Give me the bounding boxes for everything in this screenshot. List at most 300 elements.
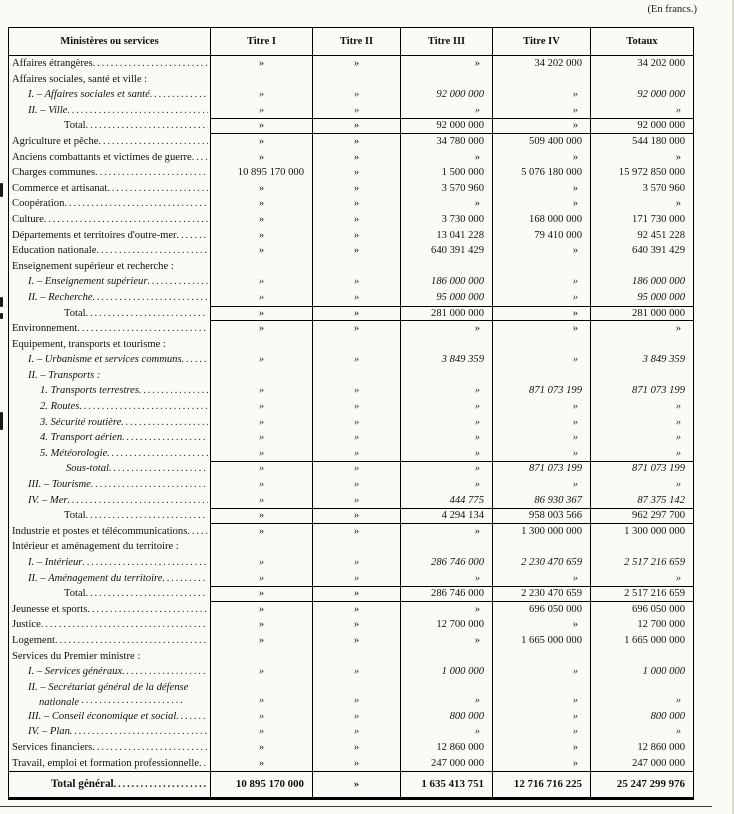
cell-titre-3 — [400, 259, 492, 275]
cell-titre-4 — [492, 337, 590, 353]
cell-titre-4: » — [492, 103, 590, 119]
cell-titre-2: » — [312, 306, 400, 322]
cell-titre-3: » — [400, 571, 492, 587]
table-row — [9, 72, 693, 88]
row-label-cell — [9, 181, 210, 197]
row-label-cell — [9, 352, 210, 368]
table-row — [9, 337, 693, 353]
table-row — [9, 477, 693, 493]
table-row — [9, 724, 693, 740]
table-row — [9, 709, 693, 725]
cell-totaux — [590, 368, 693, 384]
dotted-leader — [79, 399, 208, 414]
cell-titre-4: » — [492, 571, 590, 587]
cell-totaux: 1 000 000 — [590, 664, 693, 680]
cell-totaux — [590, 539, 693, 555]
cell-titre-3: 640 391 429 — [400, 243, 492, 259]
cell-titre-4: » — [492, 415, 590, 431]
cell-titre-1: » — [210, 709, 312, 725]
dotted-leader — [114, 772, 208, 797]
cell-titre-2: » — [312, 571, 400, 587]
table-row — [9, 740, 693, 756]
cell-titre-4 — [492, 72, 590, 88]
dotted-leader — [77, 321, 208, 336]
table-row — [9, 415, 693, 431]
cell-titre-3: 3 849 359 — [400, 352, 492, 368]
cell-totaux: 962 297 700 — [590, 508, 693, 524]
cell-titre-4: 12 716 716 225 — [492, 772, 590, 797]
cell-titre-2: » — [312, 446, 400, 462]
cell-titre-2 — [312, 539, 400, 555]
table-row — [9, 586, 693, 602]
cell-titre-1: » — [210, 555, 312, 571]
dotted-leader — [79, 694, 183, 705]
table-row — [9, 771, 693, 797]
table-row — [9, 649, 693, 665]
row-label: Total — [64, 120, 86, 132]
cell-titre-4: » — [492, 617, 590, 633]
cell-titre-3: 286 746 000 — [400, 555, 492, 571]
cell-titre-2: » — [312, 508, 400, 524]
row-label: Affaires sociales, santé et ville : — [12, 73, 148, 85]
dotted-leader — [41, 617, 208, 632]
row-label-cell — [9, 740, 210, 756]
cell-titre-2: » — [312, 724, 400, 740]
row-label: I. – Enseignement supérieur — [28, 276, 148, 288]
cell-titre-4: 34 202 000 — [492, 56, 590, 72]
cell-titre-3: 1 000 000 — [400, 664, 492, 680]
scan-artifact — [0, 412, 3, 430]
dotted-leader — [55, 633, 208, 648]
cell-titre-4: » — [492, 446, 590, 462]
row-label-cell — [9, 274, 210, 290]
table-row — [9, 602, 693, 618]
table-row — [9, 243, 693, 259]
dotted-leader — [44, 212, 208, 227]
cell-totaux: 92 000 000 — [590, 118, 693, 134]
cell-titre-3: » — [400, 415, 492, 431]
cell-totaux: 247 000 000 — [590, 756, 693, 772]
scan-artifact — [0, 297, 3, 307]
cell-titre-4: » — [492, 430, 590, 446]
cell-totaux: 92 451 228 — [590, 228, 693, 244]
cell-titre-3: » — [400, 150, 492, 166]
dotted-leader — [68, 103, 208, 118]
row-label-cell — [9, 555, 210, 571]
table-row — [9, 165, 693, 181]
cell-titre-3: » — [400, 430, 492, 446]
row-label-cell — [9, 103, 210, 119]
row-label: Services du Premier ministre : — [12, 650, 141, 662]
row-label: II. – Ville — [28, 104, 68, 116]
cell-titre-4: 509 400 000 — [492, 134, 590, 150]
cell-totaux: 171 730 000 — [590, 212, 693, 228]
dotted-leader — [107, 446, 208, 461]
cell-titre-3: » — [400, 461, 492, 477]
table-row — [9, 290, 693, 306]
cell-titre-1: » — [210, 415, 312, 431]
row-label-cell — [9, 259, 210, 275]
cell-totaux: 871 073 199 — [590, 461, 693, 477]
row-label: Total — [64, 307, 86, 319]
cell-titre-3: 286 746 000 — [400, 586, 492, 602]
cell-titre-3: 800 000 — [400, 709, 492, 725]
cell-titre-2: » — [312, 586, 400, 602]
cell-titre-4: » — [492, 399, 590, 415]
cell-titre-3 — [400, 649, 492, 665]
table-row — [9, 756, 693, 772]
table-row — [9, 181, 693, 197]
cell-titre-3: » — [400, 446, 492, 462]
cell-titre-1: » — [210, 664, 312, 680]
cell-titre-3 — [400, 72, 492, 88]
cell-titre-4 — [492, 368, 590, 384]
cell-titre-2: » — [312, 415, 400, 431]
cell-totaux: 544 180 000 — [590, 134, 693, 150]
row-label: Industrie et postes et télécommunications — [12, 525, 188, 537]
cell-titre-2 — [312, 337, 400, 353]
cell-titre-4: 871 073 199 — [492, 461, 590, 477]
cell-titre-4: 168 000 000 — [492, 212, 590, 228]
dotted-leader — [176, 709, 208, 724]
cell-titre-1: » — [210, 461, 312, 477]
row-label-cell — [9, 602, 210, 618]
cell-titre-3: » — [400, 103, 492, 119]
table-row — [9, 118, 693, 134]
cell-titre-2: » — [312, 103, 400, 119]
cell-totaux: » — [590, 103, 693, 119]
cell-titre-1: » — [210, 212, 312, 228]
table-row — [9, 150, 693, 166]
cell-totaux: » — [590, 477, 693, 493]
table-row — [9, 664, 693, 680]
cell-titre-4: » — [492, 352, 590, 368]
row-label-cell — [9, 321, 210, 337]
table-row — [9, 555, 693, 571]
row-label: Sous-total — [66, 463, 109, 475]
row-label-cell — [9, 649, 210, 665]
row-label-cell — [9, 368, 210, 384]
cell-titre-3: » — [400, 321, 492, 337]
cell-titre-4: » — [492, 724, 590, 740]
page-bottom-rule — [0, 806, 712, 807]
table-body — [9, 56, 693, 797]
cell-titre-2: » — [312, 524, 400, 540]
cell-totaux: » — [590, 196, 693, 212]
table-row — [9, 196, 693, 212]
cell-totaux — [590, 259, 693, 275]
row-label-cell — [9, 539, 210, 555]
cell-titre-1: » — [210, 586, 312, 602]
row-label: Départements et territoires d'outre-mer — [12, 229, 177, 241]
row-label-cell — [9, 477, 210, 493]
row-label: 1. Transports terrestres — [40, 385, 139, 397]
cell-titre-3: 4 294 134 — [400, 508, 492, 524]
dotted-leader — [87, 602, 208, 617]
table-row — [9, 461, 693, 477]
cell-titre-2: » — [312, 196, 400, 212]
cell-titre-1 — [210, 72, 312, 88]
row-label: Agriculture et pêche — [12, 135, 99, 147]
cell-totaux — [590, 72, 693, 88]
row-label: Charges communes — [12, 167, 96, 179]
row-label-cell — [9, 493, 210, 509]
cell-totaux: 15 972 850 000 — [590, 165, 693, 181]
cell-titre-1: » — [210, 724, 312, 740]
dotted-leader — [92, 740, 208, 755]
cell-titre-2: » — [312, 756, 400, 772]
cell-titre-2: » — [312, 680, 400, 709]
row-label-cell — [9, 150, 210, 166]
cell-titre-1: 10 895 170 000 — [210, 772, 312, 797]
cell-titre-1 — [210, 649, 312, 665]
cell-titre-3: 281 000 000 — [400, 306, 492, 322]
cell-totaux: 696 050 000 — [590, 602, 693, 618]
cell-titre-3: 92 000 000 — [400, 87, 492, 103]
cell-titre-4: » — [492, 306, 590, 322]
dotted-leader — [150, 87, 208, 102]
row-label: Services financiers — [12, 741, 93, 753]
cell-totaux — [590, 337, 693, 353]
cell-titre-1: » — [210, 399, 312, 415]
cell-titre-2: » — [312, 212, 400, 228]
row-label: I. – Services généraux — [28, 666, 123, 678]
dotted-leader — [98, 134, 208, 149]
row-label: Education nationale — [12, 245, 97, 257]
dotted-leader — [192, 150, 208, 165]
dotted-leader — [177, 228, 208, 243]
row-label: Total — [64, 588, 86, 600]
cell-titre-4: 1 300 000 000 — [492, 524, 590, 540]
cell-titre-1: » — [210, 196, 312, 212]
cell-titre-3: » — [400, 196, 492, 212]
cell-totaux: » — [590, 415, 693, 431]
cell-titre-1: » — [210, 150, 312, 166]
cell-titre-4: » — [492, 118, 590, 134]
cell-titre-2: » — [312, 352, 400, 368]
cell-titre-2: » — [312, 56, 400, 72]
cell-titre-2 — [312, 259, 400, 275]
row-label-cell — [9, 446, 210, 462]
cell-titre-4: » — [492, 290, 590, 306]
cell-titre-1 — [210, 368, 312, 384]
row-label-cell — [9, 165, 210, 181]
cell-titre-1 — [210, 539, 312, 555]
row-label: III. – Tourisme — [28, 479, 91, 491]
row-label-cell — [9, 772, 210, 797]
cell-titre-2 — [312, 72, 400, 88]
cell-totaux: 1 300 000 000 — [590, 524, 693, 540]
cell-totaux: 640 391 429 — [590, 243, 693, 259]
cell-titre-1: » — [210, 290, 312, 306]
cell-titre-1: » — [210, 352, 312, 368]
cell-titre-1 — [210, 259, 312, 275]
table-row — [9, 680, 693, 709]
table-row — [9, 259, 693, 275]
scan-artifact — [0, 313, 3, 319]
row-label: 4. Transport aérien — [40, 432, 123, 444]
cell-titre-1: » — [210, 680, 312, 709]
row-label-cell — [9, 306, 210, 322]
table-row — [9, 103, 693, 119]
row-label-cell — [9, 243, 210, 259]
cell-totaux: » — [590, 399, 693, 415]
cell-totaux: 871 073 199 — [590, 383, 693, 399]
cell-titre-3: 12 860 000 — [400, 740, 492, 756]
cell-titre-1: » — [210, 243, 312, 259]
row-label-cell — [9, 415, 210, 431]
row-label: 3. Sécurité routière — [40, 416, 122, 428]
cell-titre-4: » — [492, 181, 590, 197]
row-label-cell — [9, 586, 210, 602]
cell-totaux: 1 665 000 000 — [590, 633, 693, 649]
cell-titre-3: 92 000 000 — [400, 118, 492, 134]
cell-titre-4: » — [492, 477, 590, 493]
row-label: I. – Affaires sociales et santé — [28, 89, 150, 101]
row-label: Commerce et artisanat — [12, 182, 108, 194]
cell-titre-3: 247 000 000 — [400, 756, 492, 772]
cell-titre-2: » — [312, 243, 400, 259]
header-ministeres-ou-services: Ministères ou services — [60, 36, 159, 47]
cell-titre-2: » — [312, 740, 400, 756]
dotted-leader — [121, 415, 208, 430]
cell-titre-3: » — [400, 477, 492, 493]
table-row — [9, 274, 693, 290]
row-label-cell — [9, 508, 210, 524]
header-titre-1: Titre I — [210, 28, 312, 55]
cell-titre-1: » — [210, 181, 312, 197]
dotted-leader — [182, 352, 208, 367]
dotted-leader — [96, 243, 208, 258]
cell-titre-2: » — [312, 430, 400, 446]
cell-titre-4: » — [492, 709, 590, 725]
dotted-leader — [93, 290, 208, 305]
dotted-leader — [64, 196, 208, 211]
row-label: Equipement, transports et tourisme : — [12, 338, 166, 350]
table-row — [9, 321, 693, 337]
row-label: I. – Urbanisme et services communs — [28, 354, 182, 366]
cell-titre-4: » — [492, 274, 590, 290]
cell-titre-2: » — [312, 617, 400, 633]
cell-titre-2: » — [312, 772, 400, 797]
cell-titre-2: » — [312, 709, 400, 725]
table-row — [9, 446, 693, 462]
row-label-cell — [9, 212, 210, 228]
cell-totaux: 3 849 359 — [590, 352, 693, 368]
cell-totaux: 12 700 000 — [590, 617, 693, 633]
cell-titre-4: » — [492, 680, 590, 709]
table-row — [9, 508, 693, 524]
cell-titre-4 — [492, 649, 590, 665]
cell-titre-2: » — [312, 87, 400, 103]
dotted-leader — [107, 181, 208, 196]
dotted-leader — [91, 477, 208, 492]
row-label: Total général — [51, 778, 114, 791]
cell-titre-1: » — [210, 134, 312, 150]
cell-titre-4: » — [492, 196, 590, 212]
cell-titre-3: 3 570 960 — [400, 181, 492, 197]
row-label-cell — [9, 709, 210, 725]
cell-titre-4 — [492, 539, 590, 555]
row-label-cell — [9, 724, 210, 740]
dotted-leader — [86, 118, 208, 133]
cell-totaux: 92 000 000 — [590, 87, 693, 103]
cell-titre-4: 2 230 470 659 — [492, 586, 590, 602]
cell-titre-1: » — [210, 446, 312, 462]
cell-titre-1: » — [210, 306, 312, 322]
cell-titre-1: » — [210, 228, 312, 244]
cell-titre-1: » — [210, 477, 312, 493]
dotted-leader — [86, 306, 208, 321]
row-label-cell — [9, 337, 210, 353]
dotted-leader — [122, 664, 208, 679]
row-label-cell — [9, 680, 210, 709]
row-label: Total — [64, 510, 86, 522]
cell-totaux: 3 570 960 — [590, 181, 693, 197]
cell-titre-3 — [400, 368, 492, 384]
table-row — [9, 539, 693, 555]
table-row — [9, 399, 693, 415]
table-row — [9, 524, 693, 540]
cell-titre-2 — [312, 649, 400, 665]
cell-totaux: » — [590, 150, 693, 166]
header-titre-2: Titre II — [312, 28, 400, 55]
row-label-cell — [9, 87, 210, 103]
cell-titre-2: » — [312, 181, 400, 197]
header-titre-3: Titre III — [400, 28, 492, 55]
row-label: Affaires étrangères — [12, 58, 93, 69]
cell-totaux: 186 000 000 — [590, 274, 693, 290]
cell-totaux: 2 517 216 659 — [590, 555, 693, 571]
row-label: Jeunesse et sports — [12, 603, 88, 615]
row-label: Intérieur et aménagement du territoire : — [12, 541, 179, 553]
row-label-cell — [9, 571, 210, 587]
row-label: I. – Intérieur — [28, 557, 83, 568]
cell-titre-3: 13 041 228 — [400, 228, 492, 244]
cell-titre-4: 5 076 180 000 — [492, 165, 590, 181]
table-row — [9, 352, 693, 368]
row-label: Coopération — [12, 198, 65, 210]
cell-titre-4: 871 073 199 — [492, 383, 590, 399]
dotted-leader — [93, 56, 208, 71]
cell-titre-1: » — [210, 617, 312, 633]
cell-titre-2: » — [312, 290, 400, 306]
row-label: Environnement — [12, 323, 78, 335]
cell-titre-3: » — [400, 524, 492, 540]
dotted-leader — [95, 165, 208, 180]
cell-titre-4: 86 930 367 — [492, 493, 590, 509]
cell-titre-2: » — [312, 555, 400, 571]
cell-titre-3 — [400, 539, 492, 555]
cell-titre-2: » — [312, 134, 400, 150]
cell-titre-1: » — [210, 383, 312, 399]
cell-titre-3: » — [400, 399, 492, 415]
row-label: Logement — [12, 634, 55, 646]
table-row — [9, 430, 693, 446]
cell-titre-1: » — [210, 87, 312, 103]
cell-titre-1: » — [210, 321, 312, 337]
row-label-cell — [9, 196, 210, 212]
dotted-leader — [68, 493, 208, 508]
row-label-cell — [9, 72, 210, 88]
row-label: 2. Routes — [40, 401, 80, 413]
table-row — [9, 87, 693, 103]
table-row — [9, 306, 693, 322]
table-row — [9, 633, 693, 649]
cell-titre-2: » — [312, 493, 400, 509]
row-label: II. – Recherche — [28, 291, 93, 303]
cell-titre-3: » — [400, 724, 492, 740]
